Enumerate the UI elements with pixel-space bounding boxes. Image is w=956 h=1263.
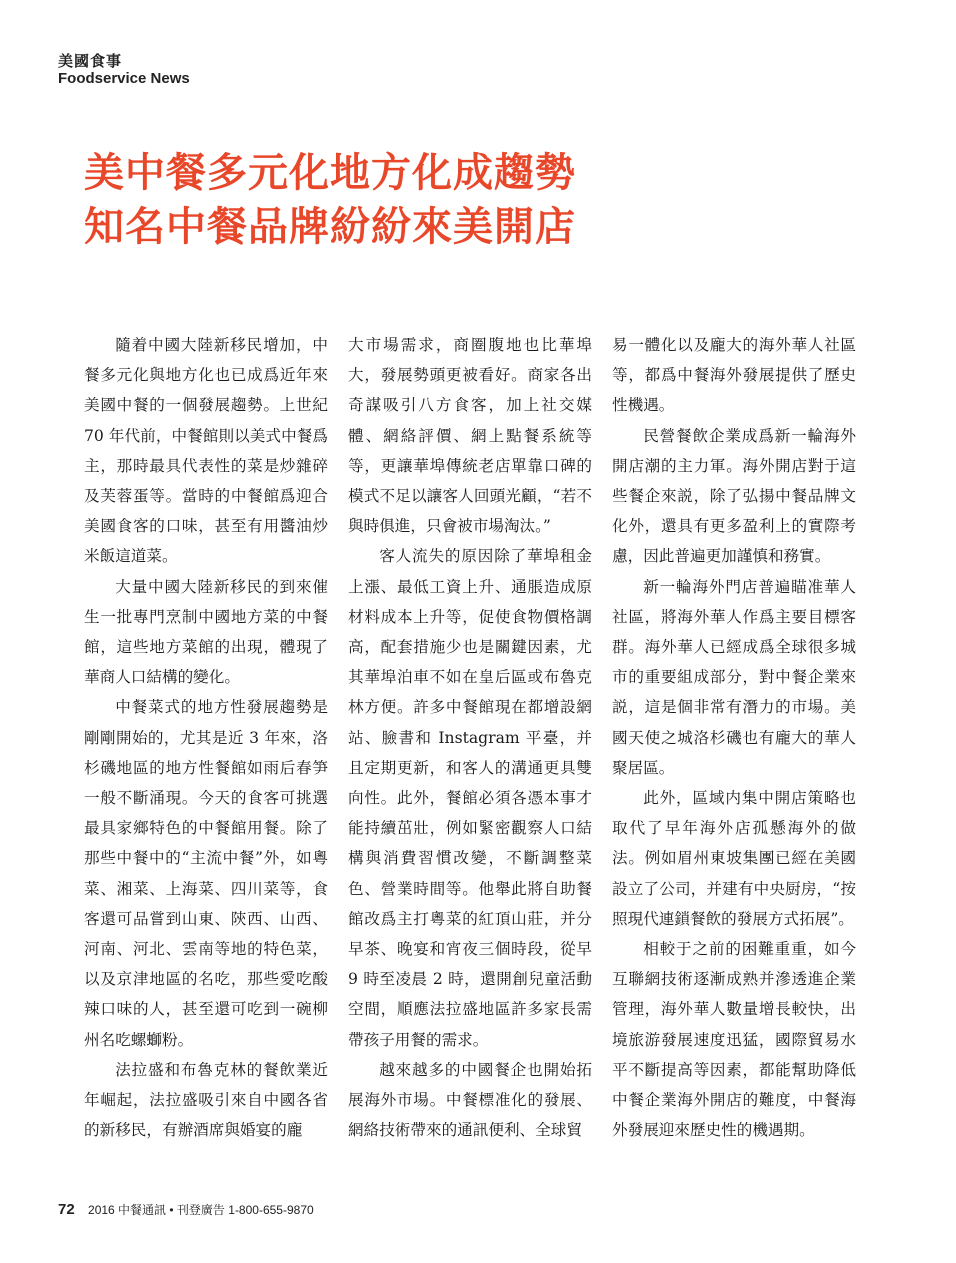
paragraph: 大量中國大陸新移民的到來催生一批專門烹制中國地方菜的中餐館，這些地方菜館的出現，體現了華商人口結構的變化。 [84,577,328,687]
article-column-1 [84,330,328,1145]
paragraph: 越來越多的中國餐企也開始拓展海外市場。中餐標准化的發展、網絡技術帶來的通訊便利、全球貿 [348,1060,592,1140]
paragraph: 客人流失的原因除了華埠租金上漲、最低工資上升、通脹造成原材料成本上升等，促使食物價格調高，配套措施少也是關鍵因素，尤其華埠泊車不如在皇后區或布魯克林方便。許多中餐館現在都增設網站、臉書和 Instagram 平臺，并且定期更新，和客人的溝通更具雙向性。此外，餐館必須各憑本事才能持續茁壯，例如緊密觀察人口結構與消費習慣改變，不斷調整菜色、營業時間等。他舉此將自助餐館改爲主打粵菜的紅頂山莊，并分早茶、晚宴和宵夜三個時段，從早 9 時至凌晨 2 時，還開創兒童活動空間，順應法拉盛地區許多家長需帶孩子用餐的需求。 [348,547,592,1049]
paragraph: 中餐菜式的地方性發展趨勢是剛剛開始的，尤其是近 3 年來，洛杉磯地區的地方性餐館如雨后春笋一般不斷涌現。今天的食客可挑選最具家鄉特色的中餐館用餐。除了那些中餐中的“主流中餐”外，如粵菜、湘菜、上海菜、四川菜等，食客還可品嘗到山東、陝西、山西、河南、河北、雲南等地的特色菜，以及京津地區的名吃，那些愛吃酸辣口味的人，甚至還可吃到一碗柳州名吃螺螄粉。 [84,698,328,1049]
article-column-2 [348,330,592,1145]
page-number: 72 [58,1201,75,1218]
article-title [84,146,576,254]
article-column-3 [612,330,856,1145]
page-footer [58,1201,314,1218]
section-title-english: Foodservice News [58,70,190,87]
paragraph: 新一輪海外門店普遍瞄准華人社區，將海外華人作爲主要目標客群。海外華人已經成爲全球很多城市的重要組成部分，對中餐企業來説，這是個非常有潛力的市場。美國天使之城洛杉磯也有龐大的華人聚居區。 [612,577,856,777]
title-line-2: 知名中餐品牌紛紛來美開店 [84,203,576,250]
paragraph: 民營餐飲企業成爲新一輪海外開店潮的主力軍。海外開店對于這些餐企來説，除了弘揚中餐品牌文化外，還具有更多盈利上的實際考慮，因此普遍更加謹慎和務實。 [612,426,856,566]
paragraph: 相較于之前的困難重重，如今互聯網技術逐漸成熟并滲透進企業管理，海外華人數量增長較快，出境旅游發展速度迅猛，國際貿易水平不斷提高等因素，都能幫助降低中餐企業海外開店的難度，中餐海外發展迎來歷史性的機遇期。 [612,940,856,1140]
footer-text: 2016 中餐通訊 • 刊登廣告 1-800-655-9870 [88,1203,314,1217]
paragraph-continued: 易一體化以及龐大的海外華人社區等，都爲中餐海外發展提供了歷史性機遇。 [612,336,856,415]
paragraph-continued: 大市場需求，商圈腹地也比華埠大，發展勢頭更被看好。商家各出奇謀吸引八方食客，加上社交媒體、網絡評價、網上點餐系統等等，更讓華埠傳統老店單靠口碑的模式不足以讓客人回頭光顧，“若不與時俱進，只會被市場淘汰。” [348,336,592,536]
paragraph: 法拉盛和布魯克林的餐飲業近年崛起，法拉盛吸引來自中國各省的新移民，有辦酒席與婚宴的龐 [84,1060,328,1140]
paragraph: 隨着中國大陸新移民增加，中餐多元化與地方化也已成爲近年來美國中餐的一個發展趨勢。上世紀 70 年代前，中餐館則以美式中餐爲主，那時最具代表性的菜是炒雜碎及芙蓉蛋等。當時的中餐館爲迎合美國食客的口味，甚至有用醬油炒米飯這道菜。 [84,336,328,566]
paragraph: 此外，區域内集中開店策略也取代了早年海外店孤懸海外的做法。例如眉州東坡集團已經在美國設立了公司，并建有中央厨房，“按照現代連鎖餐飲的發展方式拓展”。 [612,789,856,928]
title-line-1: 美中餐多元化地方化成趨勢 [84,149,576,196]
section-title-chinese: 美國食事 [58,52,123,70]
